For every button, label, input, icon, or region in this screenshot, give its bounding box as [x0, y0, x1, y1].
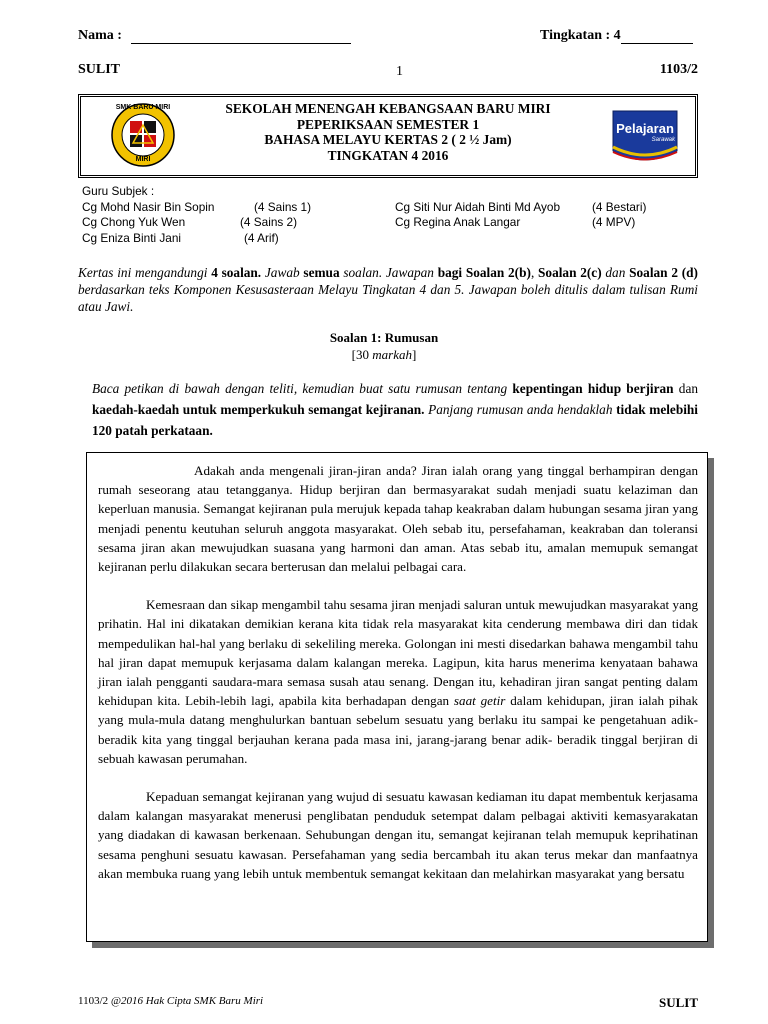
footer-copyright: @2016 Hak Cipta SMK Baru Miri — [110, 995, 264, 1007]
reading-passage — [86, 452, 708, 942]
nama-blank[interactable] — [131, 29, 351, 44]
teacher-class: (4 Bestari) — [592, 199, 647, 214]
teacher-list — [82, 184, 682, 246]
passage-paragraph-1: Adakah anda mengenali jiran-jiran anda? Jiran ialah orang yang tinggal berhampiran dengan rumah seseorang atau tetangganya. Hidup berjiran dan bermasyarakat sudah menjadi suatu kelaziman dan keperluan manusia. Semangat kejiranan pula merujuk kepada tahap keakraban dalam hubungan sesama jiran yang menjadi penentu keutuhan seluruh anggota masyarakat. Oleh sebab itu, persefahaman, keakraban dan toleransi sesama jiran akan mewujudkan suasana yang harmoni dan aman. Atas sebab itu, amalan memupuk semangat kejiranan perlu dilakukan secara berterusan dan melalui pelbagai cara. — [98, 463, 698, 575]
exam-name: PEPERIKSAAN SEMESTER 1 — [296, 116, 480, 132]
question-task: Baca petikan di bawah dengan teliti, kemudian buat satu rumusan tentang kepentingan hidup berjiran dan kaedah-kaedah untuk memperkukuh semangat kejiranan. Panjang rumusan anda hendaklah tidak melebihi 120 patah perkataan. — [92, 381, 698, 438]
form-year: TINGKATAN 4 2016 — [327, 147, 449, 163]
teacher-row — [82, 231, 682, 247]
teacher-row — [82, 200, 682, 216]
sulit-label: SULIT — [78, 62, 121, 77]
school-crest-logo — [111, 103, 175, 167]
logo-text-bottom: MIRI — [135, 156, 151, 163]
logo-right-text: Pelajaran — [616, 121, 674, 136]
footer-sulit: SULIT — [658, 995, 698, 1010]
school-header-box — [78, 94, 698, 178]
teacher-name: Cg Regina Anak Langar — [395, 215, 521, 230]
teacher-name: Cg Siti Nur Aidah Binti Md Ayob — [395, 199, 561, 214]
pelajaran-sarawak-logo — [609, 107, 681, 167]
teacher-name: Cg Mohd Nasir Bin Sopin — [82, 199, 215, 214]
teacher-class: (4 MPV) — [592, 215, 636, 230]
exam-instructions: Kertas ini mengandungi 4 soalan. Jawab semua soalan. Jawapan bagi Soalan 2(b), Soalan 2(c) dan Soalan 2 (d) berdasarkan teks Komponen Kesusasteraan Melayu Tingkatan 4 dan 5. Jawapan boleh ditulis dalam tulisan Rumi atau Jawi. — [78, 265, 698, 314]
page-number: 1 — [396, 64, 403, 79]
tingkatan-label: Tingkatan : 4 — [540, 28, 621, 43]
teacher-name: Cg Chong Yuk Wen — [82, 215, 186, 230]
logo-right-subtext: Sarawak — [651, 137, 675, 143]
teacher-row — [82, 215, 682, 231]
paper-code: 1103/2 — [659, 62, 698, 77]
question-title: Soalan 1: Rumusan — [329, 330, 439, 345]
paper-title: BAHASA MELAYU KERTAS 2 ( 2 ½ Jam) — [264, 132, 512, 147]
teacher-class: (4 Arif) — [244, 230, 279, 245]
tingkatan-blank[interactable] — [621, 29, 693, 44]
teacher-class: (4 Sains 1) — [254, 199, 312, 214]
passage-paragraph-2: Kemesraan dan sikap mengambil tahu sesama jiran menjadi saluran untuk mewujudkan masyarakat yang prihatin. Hal ini dikatakan demikian kerana kita tidak rela masyarakat kita cenderung membawa diri dan tidak mempedulikan hal-hal yang berlaku di sekeliling mereka. Golongan ini mesti disedarkan bahawa mengambil tahu hal jiran dapat memupuk kerjasama dalam kalangan mereka. Lagipun, kita harus menerima kenyataan bahawa jiran ialah pengganti saudara-mara semasa susah atau senang. Dengan itu, kehadiran jiran sangat penting dalam kehidupan kita. Lebih-lebih lagi, apabila kita berhadapan dengan saat getir dalam kehidupan, jiran ialah pihak yang mula-mula datang menghulurkan bantuan sebelum sesuatu yang berlaku itu sampai ke pengetahuan adik-beradik kita yang tinggal berjauhan kerana pada masa ini, jarang-jarang benar adik- beradik tinggal berjiran di sebuah kawasan perumahan. — [98, 597, 698, 766]
school-title-block — [181, 101, 595, 163]
nama-label: Nama : — [78, 28, 122, 43]
school-name: SEKOLAH MENENGAH KEBANGSAAN BARU MIRI — [225, 101, 551, 116]
page-footer — [78, 995, 698, 1011]
footer-code: 1103/2 — [78, 995, 111, 1007]
teacher-class: (4 Sains 2) — [240, 215, 298, 230]
classification-row — [78, 62, 698, 80]
student-info-row — [78, 28, 698, 48]
passage-paragraph-3: Kepaduan semangat kejiranan yang wujud di sesuatu kawasan kediaman itu dapat membentuk kerjasama dalam kalangan masyarakat menerusi penglibatan penduduk setempat dalam pelbagai aktiviti kemasyarakatan yang diadakan di kawasan berkenaan. Sehubungan dengan itu, semangat kejiranan telah memupuk keprihatinan sesama penghuni sesuatu kawasan. Persefahaman yang sedia bercambah itu akan terus mekar dan manfaatnya akan membuka ruang yang lebih untuk membentuk semangat kekitaan dan melahirkan masyarakat yang bersatu — [98, 789, 698, 881]
logo-text-top: SMK BARU MIRI — [115, 104, 171, 111]
teacher-heading: Guru Subjek : — [82, 184, 155, 198]
question-marks: [30 markah] — [351, 347, 417, 362]
teacher-name: Cg Eniza Binti Jani — [82, 230, 182, 245]
